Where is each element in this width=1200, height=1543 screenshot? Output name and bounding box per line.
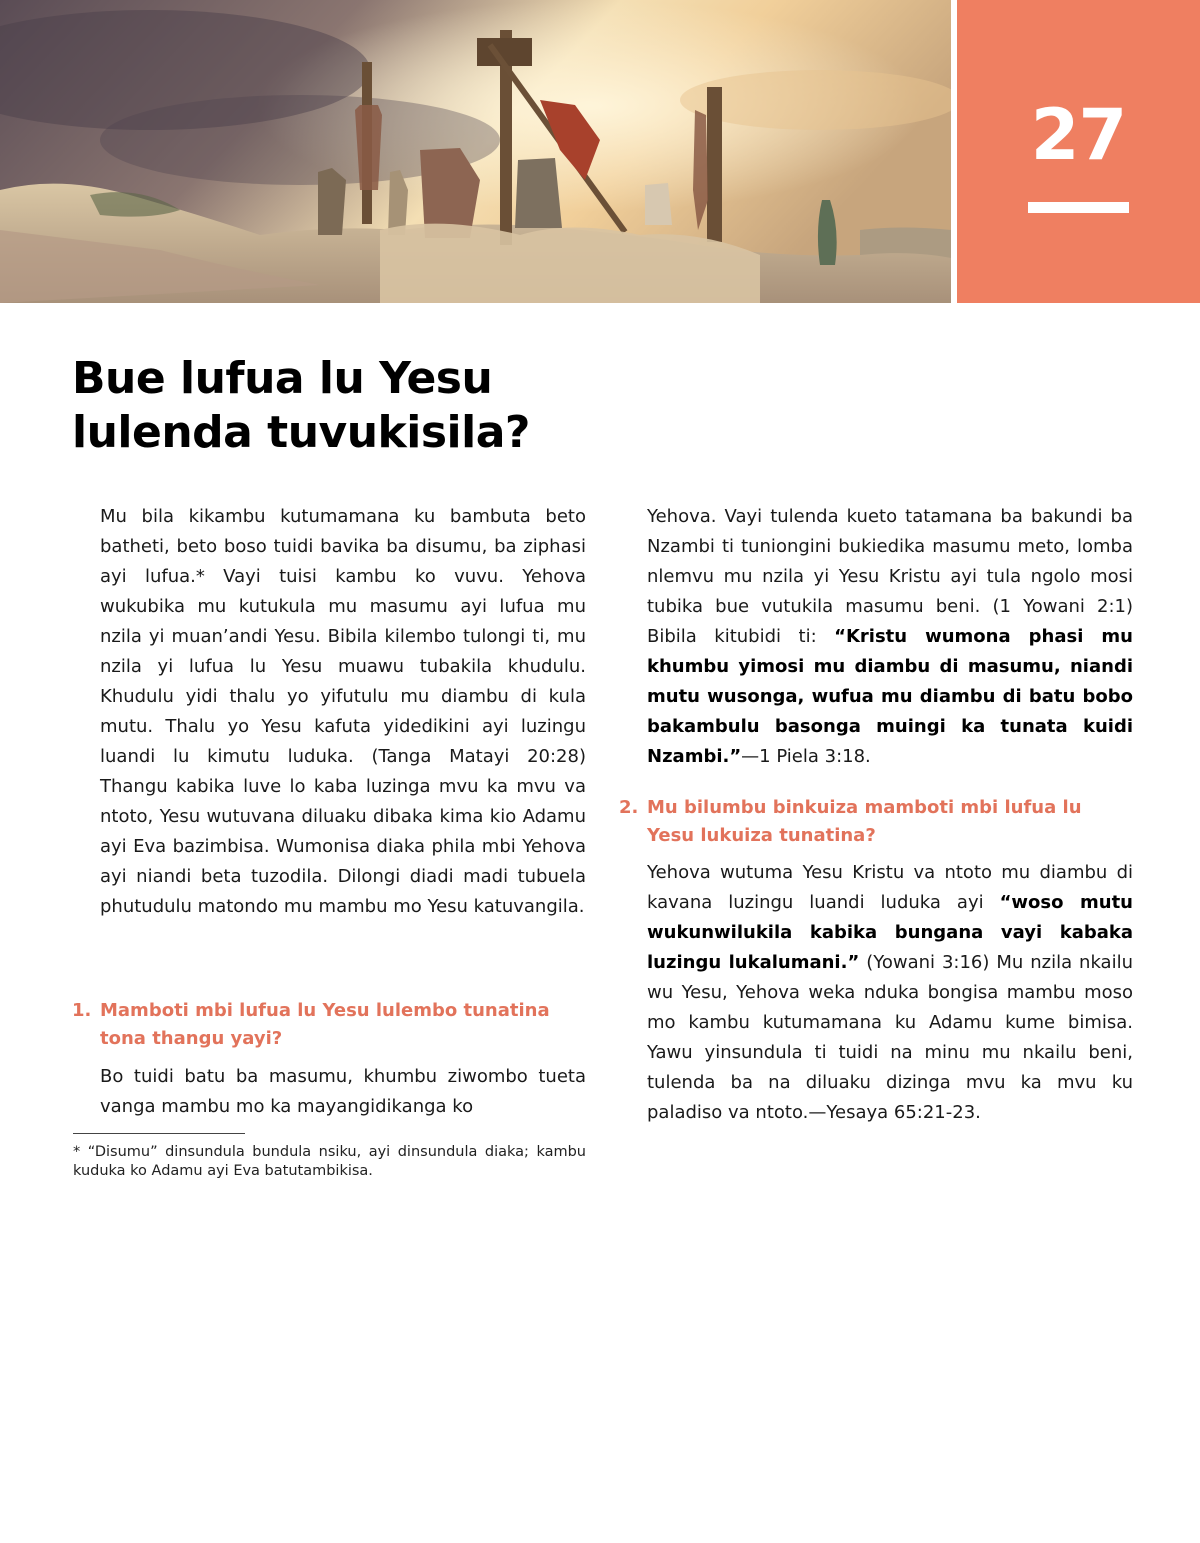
question-1-text: Mamboti mbi lufua lu Yesu lulembo tunatina tona thangu yayi? <box>100 1000 550 1049</box>
section-1-paragraph <box>100 1062 586 1122</box>
footnote-divider <box>73 1133 245 1134</box>
footnote: * “Disumu” dinsundula bundula nsiku, ayi dinsundula diaka; kambu kuduka ko Adamu ayi Eva batutambikisa. <box>73 1144 586 1179</box>
section-1-scripture-quote: “Kristu wumona phasi mu khumbu yimosi mu diambu di masumu, niandi mutu wusonga, wufua mu diambu di batu bobo bakambulu basonga muingi ka tunata kuidi Nzambi.” <box>647 626 1133 767</box>
section-2-body <box>647 858 1133 1128</box>
question-2 <box>619 794 1133 850</box>
section-2-text: Yehova wutuma Yesu Kristu va ntoto mu diambu di kavana luzingu luandi luduka ayi <box>647 862 1133 913</box>
section-1-citation: —1 Piela 3:18. <box>741 746 871 767</box>
page-title-line-1: Bue lufua lu Yesu <box>72 353 493 404</box>
section-1-body-start <box>100 1062 586 1122</box>
page-title <box>72 352 632 460</box>
section-1-text-continued: Yehova. Vayi tulenda kueto tatamana ba bakundi ba Nzambi ti tuniongini bukiedika masumu meto, lomba nlemvu mu nzila yi Yesu Kristu ayi tula ngolo mosi tubika bue vutukila masumu beni. (1 Yowani 2:1) Bibila kitubidi ti: <box>647 506 1133 647</box>
section-2-scripture-quote: “woso mutu wukunwilukila kabika bungana vayi kabaka luzingu lukalumani.” <box>647 892 1133 973</box>
question-2-number: 2. <box>619 797 639 818</box>
right-column <box>619 502 1133 1128</box>
chapter-number-panel <box>957 0 1200 303</box>
question-2-text: Mu bilumbu binkuiza mamboti mbi lufua lu Yesu lukuiza tunatina? <box>647 797 1082 846</box>
chapter-number: 27 <box>1030 94 1127 176</box>
intro-paragraph <box>100 502 586 922</box>
footnote-marker[interactable]: * <box>195 566 205 587</box>
section-1-heading <box>72 997 586 1053</box>
person <box>318 168 346 235</box>
intro-text-part-1: Mu bila kikambu kutumamana ku bambuta beto batheti, beto boso tuidi bavika ba disumu, ba ziphasi ayi lufua. <box>100 506 586 587</box>
intro-column <box>100 502 586 922</box>
section-2-paragraph <box>647 858 1133 1128</box>
crucifixion-scene-illustration <box>0 0 951 303</box>
question-1 <box>72 997 586 1053</box>
hero-image <box>0 0 951 303</box>
section-2-heading <box>619 794 1133 850</box>
section-1-paragraph-continued <box>647 502 1133 772</box>
intro-text-part-2: Vayi tuisi kambu ko vuvu. Yehova wukubika mu kutukula mu masumu ayi lufua mu nzila yi muan’andi Yesu. Bibila kilembo tulongi ti, mu nzila yi lufua lu Yesu muawu tubakila khudulu. Khudulu yidi thalu yo yifutulu mu diambu di kula mutu. Thalu yo Yesu kafuta yidedikini ayi luzingu luandi lu kimutu luduka. (Tanga Matayi 20:28) Thangu kabika luve lo kaba luzinga mvu ka mvu va ntoto, Yesu wutuvana diluaku dibaka kima kio Adamu ayi Eva bazimbisa. Wumonisa diaka phila mbi Yehova ayi niandi beta tuzodila. Dilongi diadi madi tubuela phutudulu matondo mu mambu mo Yesu katuvangila. <box>100 566 587 917</box>
section-1-text: Bo tuidi batu ba masumu, khumbu ziwombo tueta vanga mambu mo ka mayangidikanga ko <box>100 1066 586 1117</box>
page-title-line-2: lulenda tuvukisila? <box>72 407 530 458</box>
section-2-text-continued: (Yowani 3:16) Mu nzila nkailu wu Yesu, Yehova weka nduka bongisa mambu moso mo kambu kutumamana ku Adamu kume bimisa. Yawu yinsundula ti tuidi na minu mu nkailu beni, tulenda ba na diluaku dizinga mvu ka mvu ku paladiso va ntoto.—Yesaya 65:21-23. <box>647 952 1133 1123</box>
chapter-underline <box>1028 202 1129 213</box>
question-1-number: 1. <box>72 1000 92 1021</box>
right-cross <box>707 87 722 242</box>
